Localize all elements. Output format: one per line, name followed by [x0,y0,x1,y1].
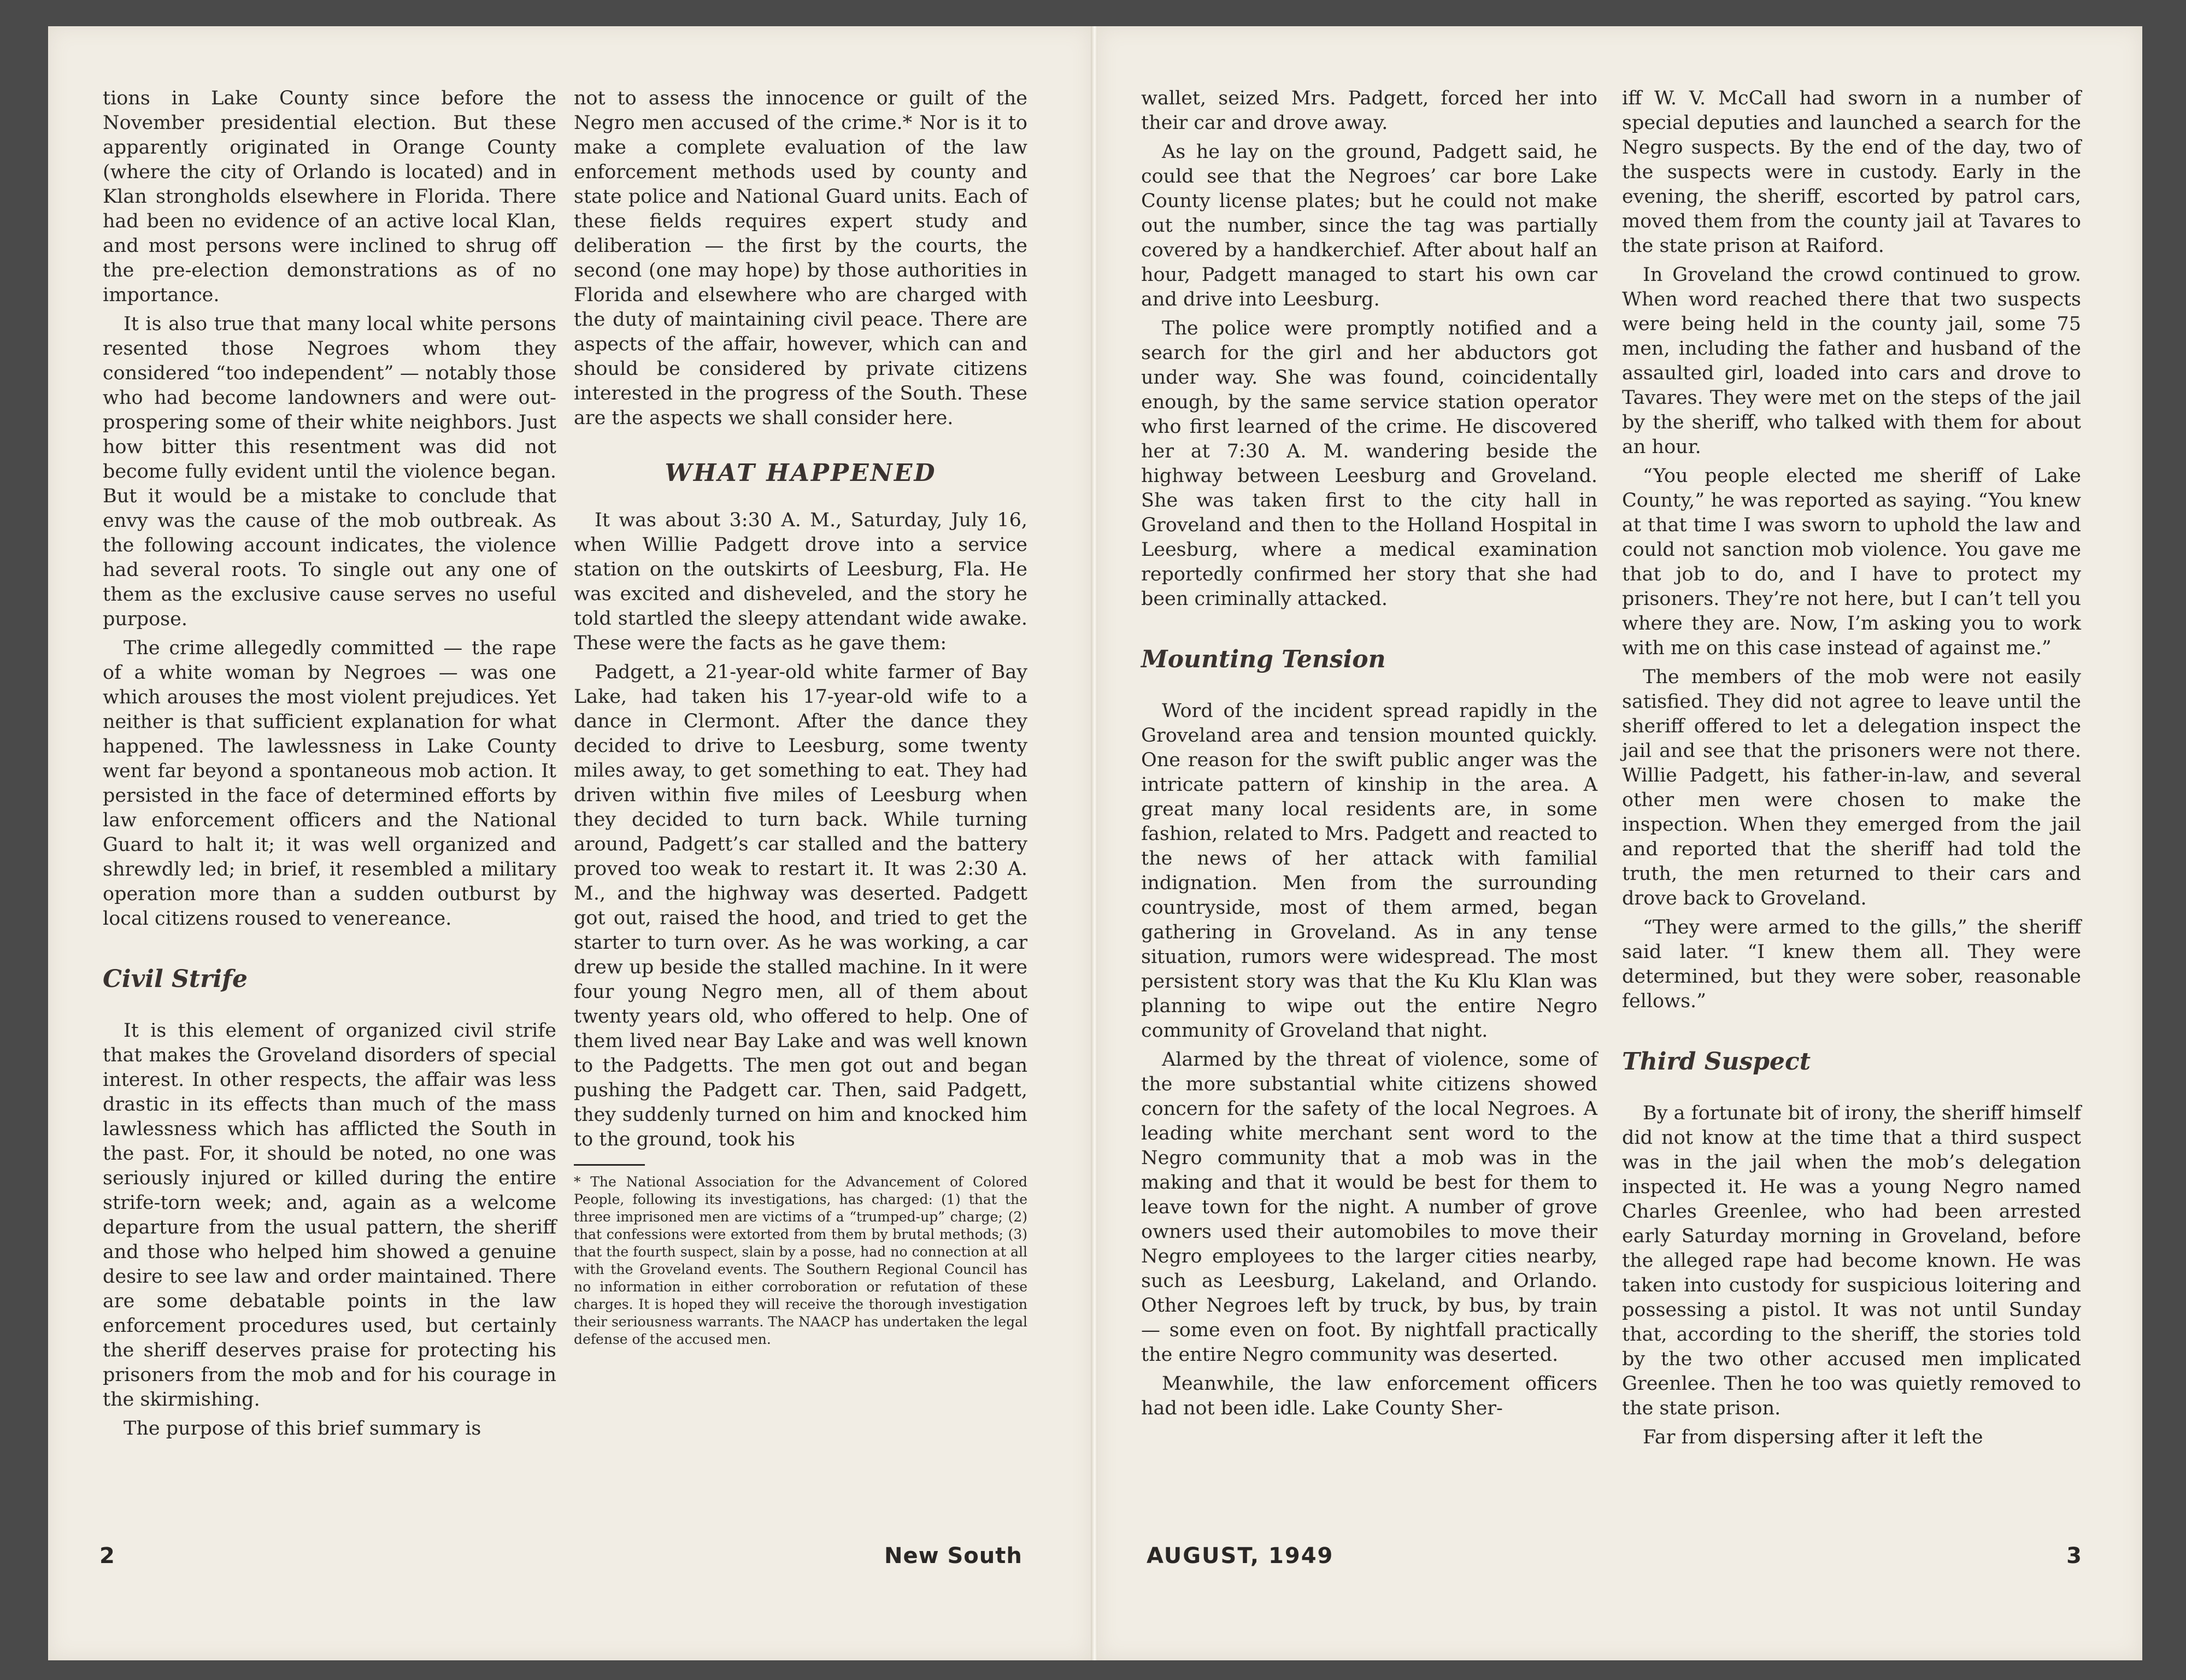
paragraph: Alarmed by the threat of violence, some of the more substantial white citizens showed concern for the safety of the local Negroes. A leading white merchant sent word to the Negro community that a mob was in the making and that it would be best for them to leave town for the night. A number of grove owners used their automobiles to move their Negro employees to the larger cities nearby, such as Leesburg, Lakeland, and Orlando. Other Negroes left by truck, by bus, by train — some even on foot. By nightfall practically the entire Negro community was deserted. [1141,1049,1597,1366]
paragraph: The crime allegedly committed — the rape of a white woman by Negroes — was one which arouses the most violent prejudices. Yet neither is that sufficient explanation for what happened. The lawlessness in Lake County went far beyond a spontaneous mob action. It persisted in the face of determined efforts by law enforcement officers and the National Guard to halt it; it was well organized and shrewdly led; in brief, it resembled a military operation more than a sudden outburst by local citizens roused to veneгeance. [103,637,556,930]
paragraph: Far from dispersing after it left the [1643,1426,1983,1448]
left-page-column-1 [103,86,556,1446]
paragraph: The purpose of this brief summary is [124,1418,481,1440]
paragraph: tions in Lake County since before the November presidential election. But these apparently originated in Orange County (where the city of Orlando is located) and in Klan strongholds elsewhere in Florida. There had been no evidence of an active local Klan, and most persons were inclined to shrug off the pre-election demonstrations as of no importance. [103,87,556,306]
paragraph: “You people elected me sheriff of Lake County,” he was reported as saying. “You knew at that time I was sworn to uphold the law and could not sanction mob violence. You gave me that job to do, and I have to protect my prisoners. They’re not here, but I can’t tell you where they are. Now, I’m asking you to work with me on this case instead of against me.” [1622,465,2081,659]
paragraph: It was about 3:30 A. M., Saturday, July 16, when Willie Padgett drove into a service station on the outskirts of Leesburg, Fla. He was excited and disheveled, and the story he told startled the sleepy attendant wide awake. These were the facts as he gave them: [574,509,1027,654]
section-heading-mounting-tension: Mounting Tension [1141,645,1386,673]
right-page [1097,26,2142,1660]
paragraph: wallet, seized Mrs. Padgett, forced her into their car and drove away. [1141,87,1597,134]
paragraph: It is also true that many local white persons resented those Negroes whom they considered “too independent” — notably those who had become landowners and were out-prospering some of their white neighbors. Just how bitter this resentment was did not become fully evident until the violence began. But it would be a mistake to conclude that envy was the cause of the mob outbreak. As the following account indicates, the violence had several roots. To single out any one of them as the exclusive cause serves no useful purpose. [103,313,556,630]
left-page [48,26,1092,1660]
paragraph: It is this element of organized civil strife that makes the Groveland disorders of special interest. In other respects, the affair was less drastic in its effects than much of the mass lawlessness which has afflicted the South in the past. For, it should be noted, no one was seriously injured or killed during the entire strife-torn week; and, again as a welcome departure from the usual pattern, the sheriff and those who helped him showed a genuine desire to see law and order maintained. There are some debatable points in the law enforcement procedures used, but certainly the sheriff deserves praise for protecting his prisoners from the mob and for his courage in the skirmishing. [103,1020,556,1411]
footnote-divider [574,1164,645,1166]
issue-date: AUGUST, 1949 [1147,1543,1334,1569]
paragraph: By a fortunate bit of irony, the sheriff himself did not know at the time that a third suspect was in the jail when the mob’s delegation inspected it. He was a young Negro named Charles Greenlee, who had been arrested early Saturday morning in Groveland, before the alleged rape had become known. He was taken into custody for suspicious loitering and possessing a pistol. It was not until Sunday that, according to the sheriff, the stories told by the two other accused men implicated Greenlee. Then he too was quietly removed to the state prison. [1622,1102,2081,1419]
section-heading-what-happened: WHAT HAPPENED [665,459,937,487]
page-number-right: 3 [2066,1543,2082,1569]
paragraph: Meanwhile, the law enforcement officers had not been idle. Lake County Sher- [1141,1373,1597,1419]
paragraph: The police were promptly notified and a search for the girl and her abductors got under way. She was found, coincidentally enough, by the same service station operator who first learned of the crime. He discovered her at 7:30 A. M. wandering beside the highway between Leesburg and Groveland. She was taken first to the city hall in Groveland and then to the Holland Hospital in Leesburg, where a medical examination reportedly confirmed her story that she had been criminally attacked. [1141,318,1597,610]
paragraph: iff W. V. McCall had sworn in a number of special deputies and launched a search for the Negro suspects. By the end of the day, two of the suspects were in custody. Early in the evening, the sheriff, escorted by patrol cars, moved them from the county jail at Tavares to the state prison at Raiford. [1622,87,2081,257]
page-number-left: 2 [99,1543,115,1569]
section-heading-third-suspect: Third Suspect [1622,1048,1811,1076]
paragraph: Padgett, a 21-year-old white farmer of Bay Lake, had taken his 17-year-old wife to a dance in Clermont. After the dance they decided to drive to Leesburg, some twenty miles away, to get something to eat. They had driven within five miles of Leesburg when they decided to turn back. While turning around, Padgett’s car stalled and the battery proved too weak to restart it. It was 2:30 A. M., and the highway was deserted. Padgett got out, raised the hood, and tried to get the starter to turn over. As he was working, a car drew up beside the stalled machine. In it were four young Negro men, all of them about twenty years old, who offered to help. One of them lived near Bay Lake and was well known to the Padgetts. The men got out and began pushing the Padgett car. Then, said Padgett, they suddenly turned on him and knocked him to the ground, took his [574,661,1027,1150]
right-page-column-1 [1141,86,1597,1425]
paragraph: Word of the incident spread rapidly in the Groveland area and tension mounted quickly. One reason for the swift public anger was the intricate pattern of kinship in the area. A great many local residents are, in some fashion, related to Mrs. Padgett and reacted to the news of her attack with familial indignation. Men from the surrounding countryside, most of them armed, began gathering in Groveland. As in any tense situation, rumors were widespread. The most persistent story was that the Ku Klu Klan was planning to wipe out the entire Negro community of Groveland that night. [1141,700,1597,1042]
publication-name: New South [884,1543,1023,1569]
footnote: * The National Association for the Advancement of Colored People, following its investigations, has charged: (1) that the three imprisoned men are victims of a “trumped-up” charge; (2) that confessions were extorted from them by brutal methods; (3) that the fourth suspect, slain by a posse, had no connection at all with the Groveland events. The Southern Regional Council has no information in either corroboration or refutation of these charges. It is hoped they will receive the thorough investigation their seriousness warrants. The NAACP has undertaken the legal defense of the accused men. [574,1174,1027,1347]
paragraph: In Groveland the crowd continued to grow. When word reached there that two suspects were being held in the county jail, some 75 men, including the father and husband of the assaulted girl, loaded into cars and drove to Tavares. They were met on the steps of the jail by the sheriff, who talked with them for about an hour. [1622,264,2081,458]
paragraph: not to assess the innocence or guilt of the Negro men accused of the crime.* Nor is it to make a complete evaluation of the law enforcement methods used by county and state police and National Guard units. Each of these fields requires expert study and deliberation — the first by the courts, the second (one may hope) by those authorities in Florida and elsewhere who are charged with the duty of maintaining civil peace. There are aspects of the affair, however, which can and should be considered by private citizens interested in the progress of the South. These are the aspects we shall consider here. [574,87,1027,429]
paragraph: The members of the mob were not easily satisfied. They did not agree to leave until the sheriff offered to let a delegation inspect the jail and see that the prisoners were not there. Willie Padgett, his father-in-law, and several other men were chosen to make the inspection. When they emerged from the jail and reported that the sheriff had told the truth, the men returned to their cars and drove back to Groveland. [1622,666,2081,909]
paragraph: “They were armed to the gills,” the sheriff said later. “I knew them all. They were determined, but they were sober, reasonable fellows.” [1622,917,2081,1012]
paragraph: As he lay on the ground, Padgett said, he could see that the Negroes’ car bore Lake County license plates; but he could not make out the number, since the tag was partially covered by a handkerchief. After about half an hour, Padgett managed to start his own car and drive into Leesburg. [1141,141,1597,310]
right-page-column-2 [1622,86,2081,1454]
left-page-column-2 [574,86,1027,1348]
section-heading-civil-strife: Civil Strife [103,965,248,993]
